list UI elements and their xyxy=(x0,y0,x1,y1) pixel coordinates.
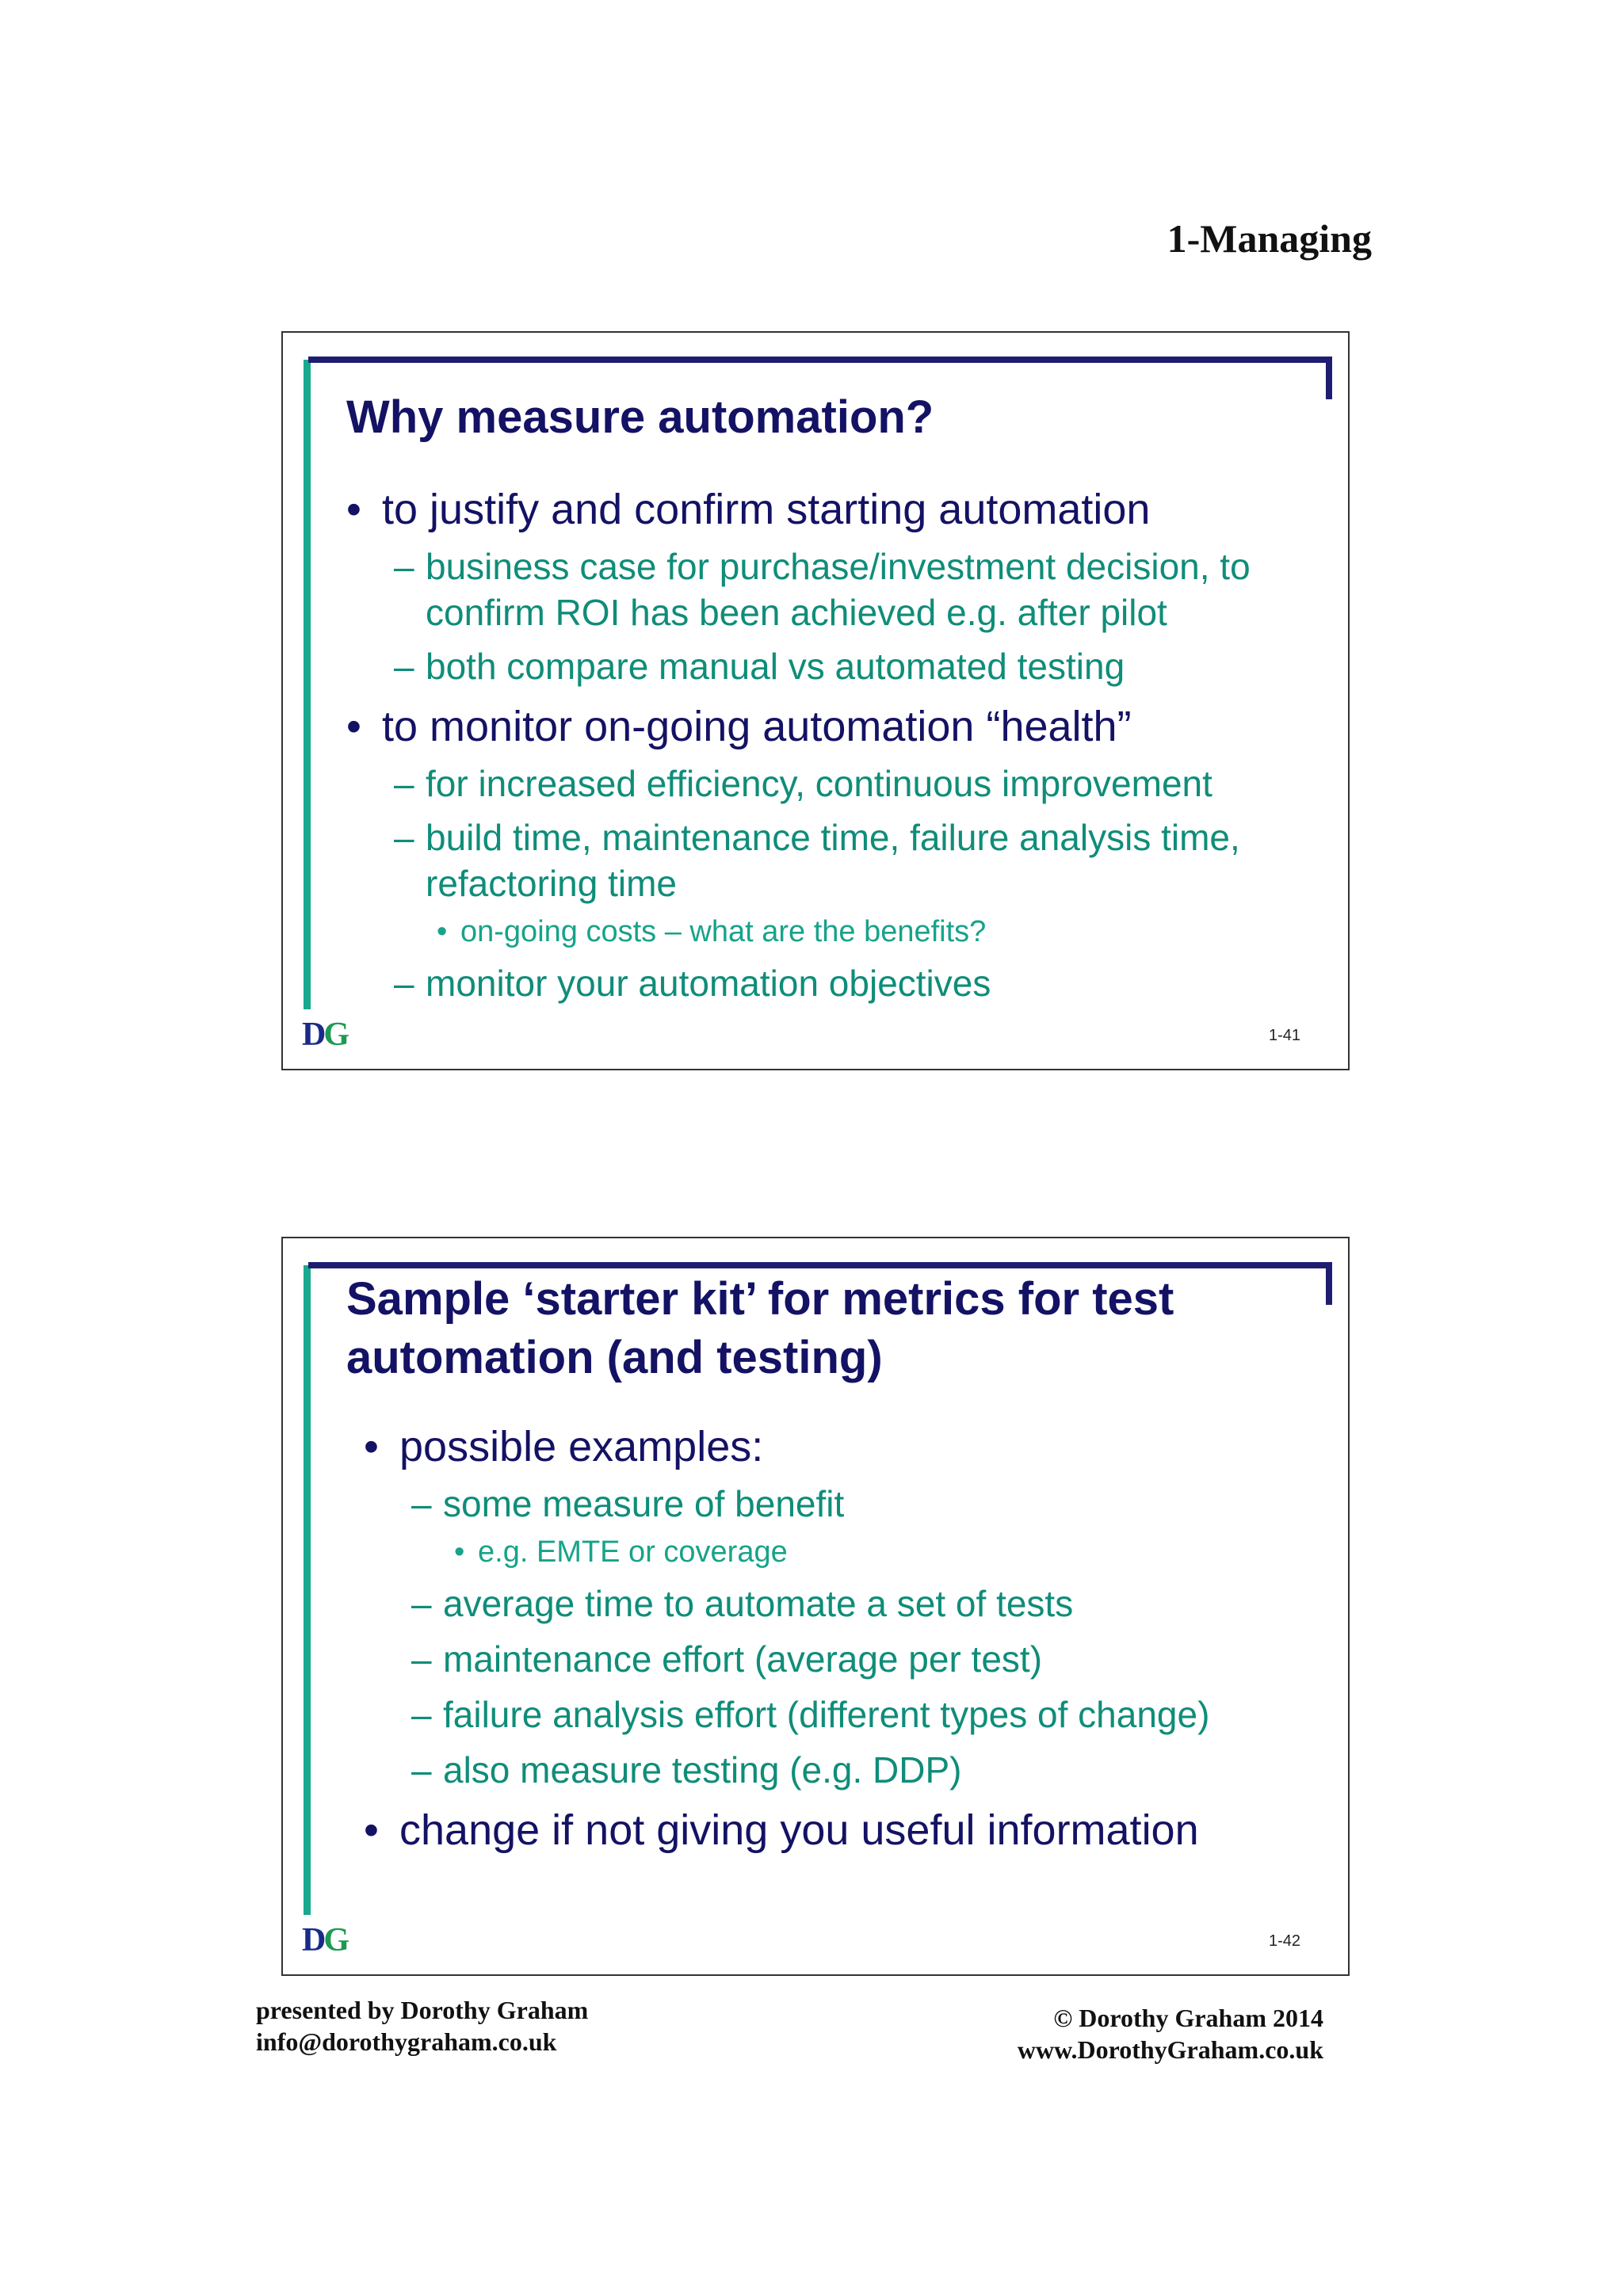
sub-sub-bullet-list xyxy=(454,1533,1291,1571)
slide-number: 1-41 xyxy=(1268,1027,1300,1044)
slide-accent-bar-green xyxy=(304,1265,311,1915)
slide-title: Why measure automation? xyxy=(346,391,934,443)
footer-website: www.DorothyGraham.co.uk xyxy=(1017,2035,1323,2064)
bullet-list xyxy=(364,1421,1291,1856)
bullet-item: • to monitor on-going automation “health” – for increased efficiency, continuous improvement – build time, maintenance time, failure analysis time, refactoring time • on-going costs – what are the benefits? – monitor your automation objectives xyxy=(346,700,1289,1006)
dg-logo: DG xyxy=(302,1922,348,1958)
slide-accent-bar-right xyxy=(1326,357,1332,399)
sub-sub-bullet-item: • on-going costs – what are the benefits? xyxy=(437,913,1289,951)
bullet-item: • possible examples: – some measure of benefit • e.g. EMTE or coverage – average time to automate a set of tests – maintenance effort (average per test) – failure analysis effort (different types of change) – also measure testing (e.g. DDP) xyxy=(364,1421,1291,1793)
footer-presenter-name: presented by Dorothy Graham xyxy=(256,1996,589,2024)
slide-number: 1-42 xyxy=(1268,1932,1300,1950)
sub-bullet-item: – average time to automate a set of tests xyxy=(411,1581,1291,1627)
bullet-item: • to justify and confirm starting automation – business case for purchase/investment decision, to confirm ROI has been achieved e.g. after pilot – both compare manual vs automated testing xyxy=(346,483,1289,689)
footer-copyright xyxy=(1018,2002,1323,2065)
footer-copyright-text: © Dorothy Graham 2014 xyxy=(1053,2004,1323,2032)
sub-bullet-item: – both compare manual vs automated testing xyxy=(394,643,1289,689)
sub-bullet-item: – for increased efficiency, continuous improvement xyxy=(394,761,1289,807)
sub-bullet-list xyxy=(394,761,1289,1006)
slide-accent-bar-right xyxy=(1326,1262,1332,1305)
dg-logo: DG xyxy=(302,1016,348,1053)
sub-bullet-item: – build time, maintenance time, failure analysis time, refactoring time • on-going costs – what are the benefits? xyxy=(394,814,1289,951)
bullet-item: • change if not giving you useful information xyxy=(364,1804,1291,1856)
sub-sub-bullet-item: • e.g. EMTE or coverage xyxy=(454,1533,1291,1571)
slide-1-41 xyxy=(281,331,1350,1070)
slide-title: Sample ‘starter kit’ for metrics for test automation (and testing) xyxy=(346,1273,1174,1383)
sub-bullet-item: – failure analysis effort (different types of change) xyxy=(411,1691,1291,1737)
sub-bullet-item: – maintenance effort (average per test) xyxy=(411,1636,1291,1682)
slide-accent-bar-top xyxy=(308,357,1332,363)
sub-bullet-item: – also measure testing (e.g. DDP) xyxy=(411,1747,1291,1793)
sub-bullet-item: – some measure of benefit • e.g. EMTE or coverage xyxy=(411,1481,1291,1571)
page-header-title: 1-Managing xyxy=(1167,216,1372,261)
slide-accent-bar-green xyxy=(304,360,311,1009)
sub-bullet-list xyxy=(411,1481,1291,1793)
sub-bullet-item: – business case for purchase/investment decision, to confirm ROI has been achieved e.g. after pilot xyxy=(394,543,1289,635)
footer-presenter xyxy=(256,1994,588,2058)
sub-sub-bullet-list xyxy=(437,913,1289,951)
bullet-list xyxy=(346,483,1289,1006)
sub-bullet-item: – monitor your automation objectives xyxy=(394,960,1289,1006)
slide-1-42 xyxy=(281,1237,1350,1976)
sub-bullet-list xyxy=(394,543,1289,689)
footer-presenter-email: info@dorothygraham.co.uk xyxy=(256,2027,557,2056)
slide-accent-bar-top xyxy=(308,1262,1332,1268)
